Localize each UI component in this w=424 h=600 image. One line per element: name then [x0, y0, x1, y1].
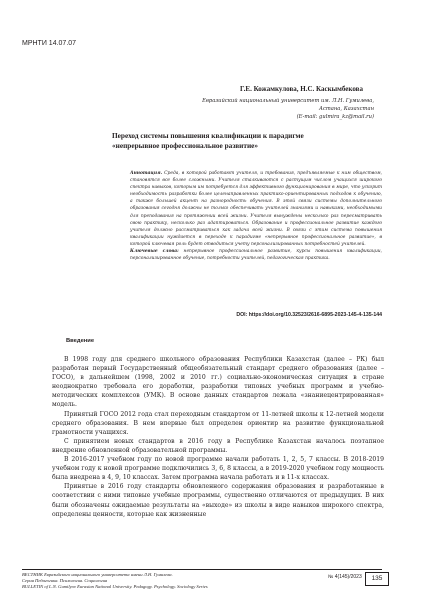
- abstract-text: Среда, в которой работают учителя, и требования, предъявляемые к ним обществом, становятся все более сложными. Учителя сталкиваются с растущим числом учащихся широкого спектра навыков, которым им потребуется для эффективного функционирования в мире, что ускорит необходимость разработки более целенаправленных практико-ориентированных подходов к обучению, а также большей акцент на разнородность обучения. В этой связи системы дополнительного образования сегодня должны не только обеспечивать учителей знаниями и навыками, необходимыми для преподавания на протяжении всей жизни. Учителя вынуждены несколько раз пересматривать свою практику, несколько раз адаптироваться. Образование и профессиональное развитие каждого учителя должно рассматриваться как задача всей жизни. В связи с этим система повышения квалификации нуждается в переходе к парадигме «непрерывное профессиональное развитие», в которой ключевая роль будет отводиться учету персонализированных потребностей учителей.: [130, 171, 382, 247]
- paragraph: С принятием новых стандартов в 2016 году в Республике Казахстан началось поэтапное внедрение обновленной образовательной программы.: [52, 437, 384, 454]
- issue-number: № 4(145)/2023: [328, 574, 362, 580]
- abstract-block: [130, 170, 382, 262]
- title-line-1: Переход системы повышения квалификации к парадигме: [112, 131, 304, 140]
- intro-body: [52, 355, 384, 519]
- article-title: [112, 131, 382, 151]
- paragraph: В 2016-2017 учебном году по новой программе начали работать 1, 2, 5, 7 классы. В 2018-2019 учебном году к новой программе подключились 3, 6, 8 классы, а в 2019-2020 учебном году мощность была внедрена в 4, 9, 10 классах. Затем программа начала работать и в 11-х классах.: [52, 456, 384, 482]
- section-heading-intro: Введение: [66, 338, 95, 344]
- page-number: 135: [365, 572, 389, 586]
- journal-name: ВЕСТНИК Евразийского национального университета имени Л.Н. Гумилева.: [22, 572, 173, 577]
- abstract-label: Аннотация.: [130, 171, 163, 176]
- journal-series: Серия Педагогика. Психология. Социология: [22, 578, 108, 583]
- doi-link[interactable]: DOI: https://doi.org/10.32523/2616-6895-2023-145-4-135-144: [236, 312, 382, 318]
- footer-divider: [22, 569, 382, 570]
- affiliation: [200, 97, 374, 121]
- affiliation-line: Евразийский национальный университет им. Л.Н. Гумилева, Астана, Казахстан: [202, 98, 374, 112]
- keywords-label: Ключевые слова:: [130, 249, 179, 255]
- journal-footer: [22, 572, 272, 590]
- mrnti-code: МРНТИ 14.07.07: [22, 40, 77, 47]
- authors: Г.Е. Кожамкулова, Н.С. Каскымбекова: [240, 85, 363, 93]
- journal-name-en: BULLETIN of L.N. Gumilyov Eurasian National University. Pedagogy. Psychology. Sociology Series: [22, 584, 208, 589]
- affiliation-email: (E-mail: gulmira_kz@mail.ru): [296, 114, 374, 120]
- paragraph: В 1998 году для среднего школьного образования Республики Казахстан (далее – РК) был разработан первый Государственный общеобязательный стандарт среднего образования (далее – ГОСО), в дальнейшем (1998, 2002 и 2010 гг.) социально-экономическая ситуация в стране неоднократно требовала его доработки, разработки типовых учебных программ и учебно-методических комплексов (УМК). В основе данных стандартов лежала «знаниецентрированная» модель.: [52, 356, 384, 409]
- keywords-text: непрерывное профессиональное развитие, курсы повышения квалификации, персонализированное обучение, потребности учителей, педагогическая практика.: [130, 249, 383, 262]
- paragraph: Принятые в 2016 году стандарты обновленного содержания образования и разработанные в соответствии с ними типовые учебные программы, существенно отличаются от предыдущих. В них были обозначены ожидаемые результаты на «выходе» из школы в виде навыков широкого спектра, определены ценности, которые как жизненные: [52, 483, 384, 518]
- paragraph: Принятый ГОСО 2012 года стал переходным стандартом от 11-летней школы к 12-летней модели среднего образования. В нем впервые был определен ориентир на развитие функциональной грамотности учащихся.: [52, 410, 384, 436]
- title-line-2: «непрерывное профессиональное развитие»: [112, 141, 259, 150]
